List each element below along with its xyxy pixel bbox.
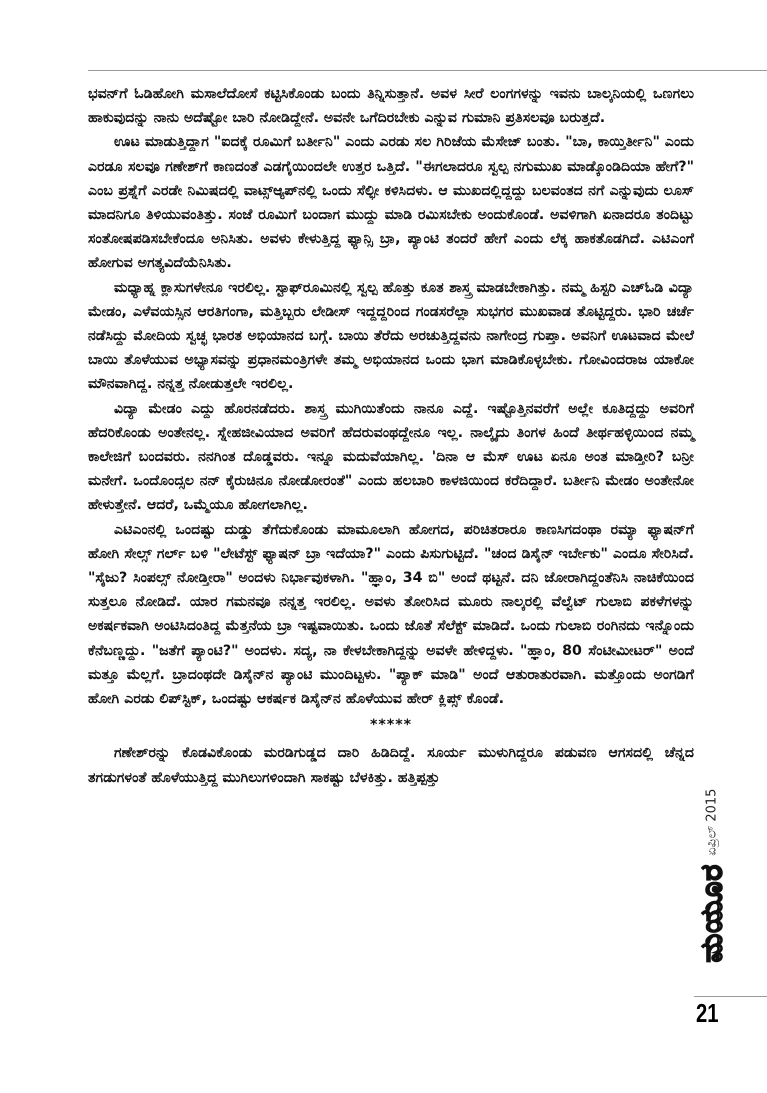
article-paragraph: ಭವನ್‌ಗೆ ಓಡಿಹೋಗಿ ಮಸಾಲೆದೋಸೆ ಕಟ್ಟಿಸಿಕೊಂಡು ಬಂದು ತಿನ್ನಿಸುತ್ತಾನೆ. ಅವಳ ಸೀರೆ ಲಂಗಗಳನ್ನು ಇವನು ಬಾಲ್ಕನಿಯಲ್ಲಿ ಒಣಗಲು ಹಾಕುವುದನ್ನು ನಾನು ಅದೆಷ್ಟೋ ಬಾರಿ ನೋಡಿದ್ದೇನೆ. ಅವನೇ ಒಗೆದಿರಬೇಕು ಎನ್ನುವ ಗುಮಾನಿ ಪ್ರತಿಸಲವೂ ಬರುತ್ತದೆ.	[88, 86, 694, 127]
top-divider	[88, 70, 767, 71]
article-paragraph: ಗಣೇಶ್‌ರನ್ನು ಕೊಡವಿಕೊಂಡು ಮರಡಿಗುಡ್ಡದ ದಾರಿ ಹಿಡಿದಿದ್ದೆ. ಸೂರ್ಯ ಮುಳುಗಿದ್ದರೂ ಪಡುವಣ ಆಗಸದಲ್ಲಿ ಚೆನ್ನದ ತಗಡುಗಳಂತೆ ಹೊಳೆಯುತ್ತಿದ್ದ ಮುಗಿಲುಗಳಿಂದಾಗಿ ಸಾಕಷ್ಟು ಬೆಳಕಿತ್ತು. ಹತ್ತಿಪ್ಪತ್ತು	[88, 745, 694, 786]
footer-divider	[694, 996, 767, 997]
section-separator: *****	[369, 717, 413, 734]
page-number: 21	[696, 998, 719, 1028]
issue-date: ಏಪ್ರಿಲ್ 2015	[704, 788, 720, 856]
magazine-side-label	[692, 790, 732, 960]
article-paragraph: ಮಧ್ಯಾಹ್ನ ಕ್ಲಾಸುಗಳೇನೂ ಇರಲಿಲ್ಲ. ಸ್ಟಾಫ್‌ರೂಮಿನಲ್ಲಿ ಸ್ವಲ್ಪ ಹೊತ್ತು ಕೂತ ಶಾಸ್ತ್ರ ಮಾಡಬೇಕಾಗಿತ್ತು. ನಮ್ಮ ಹಿಸ್ಟರಿ ಎಚ್‌ಓಡಿ ವಿದ್ಯಾ ಮೇಡಂ, ಎಳೆವಯಸ್ಸಿನ ಆರತಿಗಂಗಾ, ಮತ್ತಿಬ್ಬರು ಲೇಡೀಸ್ ಇದ್ದದ್ದರಿಂದ ಗಂಡಸರೆಲ್ಲಾ ಸುಭಗರ ಮುಖವಾಡ ತೊಟ್ಟಿದ್ದರು. ಭಾರಿ ಚರ್ಚೆ ನಡೆಸಿದ್ದು ಮೋದಿಯ ಸ್ವಚ್ಛ ಭಾರತ ಅಭಿಯಾನದ ಬಗ್ಗೆ. ಬಾಯಿ ತೆರೆದು ಅರಚುತ್ತಿದ್ದವನು ನಾಗೇಂದ್ರ ಗುಪ್ತಾ. ಅವನಿಗೆ ಊಟವಾದ ಮೇಲೆ ಬಾಯಿ ತೊಳೆಯುವ ಅಭ್ಯಾಸವನ್ನು ಪ್ರಧಾನಮಂತ್ರಿಗಳೇ ತಮ್ಮ ಅಭಿಯಾನದ ಒಂದು ಭಾಗ ಮಾಡಿಕೊಳ್ಳಬೇಕು. ಗೋವಿಂದರಾಜ ಯಾಕೋ ಮೌನವಾಗಿದ್ದ. ನನ್ನತ್ತ ನೋಡುತ್ತಲೇ ಇರಲಿಲ್ಲ.	[88, 279, 694, 393]
article-paragraph: ಊಟ ಮಾಡುತ್ತಿದ್ದಾಗ "ಐದಕ್ಕೆ ರೂಮಿಗೆ ಬರ್ತೀನಿ" ಎಂದು ಎರಡು ಸಲ ಗಿರಿಜೆಯ ಮೆಸೇಜ್ ಬಂತು. "ಬಾ, ಕಾಯ್ತಿರ್ತೀನಿ" ಎಂದು ಎರಡೂ ಸಲವೂ ಗಣೇಶ್‌ಗೆ ಕಾಣದಂತೆ ಎಡಗೈಯಿಂದಲೇ ಉತ್ತರ ಒತ್ತಿದೆ. "ಈಗಲಾದರೂ ಸ್ವಲ್ಪ ನಗುಮುಖ ಮಾಡ್ಕೊಂಡಿದಿಯಾ ಹೇಗೆ?" ಎಂಬ ಪ್ರಶ್ನೆಗೆ ಎರಡೇ ನಿಮಿಷದಲ್ಲಿ ವಾಟ್ಸ್‌ಆ್ಯಪ್‌ನಲ್ಲಿ ಒಂದು ಸೆಲ್ಫೀ ಕಳಿಸಿದಳು. ಆ ಮುಖದಲ್ಲಿದ್ದದ್ದು ಬಲವಂತದ ನಗೆ ಎನ್ನುವುದು ಲೂಸ್ ಮಾದನಿಗೂ ತಿಳಿಯುವಂತಿತ್ತು. ಸಂಜೆ ರೂಮಿಗೆ ಬಂದಾಗ ಮುದ್ದು ಮಾಡಿ ರಮಿಸಬೇಕು ಅಂದುಕೊಂಡೆ. ಅವಳಿಗಾಗಿ ಏನಾದರೂ ತಂದಿಟ್ಟು ಸಂತೋಷಪಡಿಸಬೇಕೆಂದೂ ಅನಿಸಿತು. ಅವಳು ಕೇಳುತ್ತಿದ್ದ ಫ್ಯಾನ್ಸಿ ಬ್ರಾ, ಪ್ಯಾಂಟಿ ತಂದರೆ ಹೇಗೆ ಎಂದು ಲೆಕ್ಕ ಹಾಕತೊಡಗಿದೆ. ಎಟಿಎಂಗೆ ಹೋಗುವ ಅಗತ್ಯವಿದೆಯೆನಿಸಿತು.	[88, 134, 694, 272]
article-paragraph: ಎಟಿಎಂನಲ್ಲಿ ಒಂದಷ್ಟು ದುಡ್ಡು ತೆಗೆದುಕೊಂಡು ಮಾಮೂಲಾಗಿ ಹೋಗದ, ಪರಿಚಿತರಾರೂ ಕಾಣಸಿಗದಂಥಾ ರಮ್ಯಾ ಫ್ಯಾಷನ್‌ಗೆ ಹೋಗಿ ಸೇಲ್ಸ್ ಗರ್ಲ್ ಬಳಿ "ಲೇಟೆಸ್ಟ್ ಫ್ಯಾಷನ್ ಬ್ರಾ ಇದೆಯಾ?" ಎಂದು ಪಿಸುಗುಟ್ಟಿದೆ. "ಚಂದ ಡಿಸೈನ್ ಇರ್ಬೇಕು" ಎಂದೂ ಸೇರಿಸಿದೆ. "ಸೈಜು? ಸಿಂಪಲ್ಸ್ ನೋಡ್ತೀರಾ" ಅಂದಳು ನಿರ್ಭಾವುಕಳಾಗಿ. "ಹ್ಞಾಂ, 34 ಬಿ" ಅಂದೆ ಥಟ್ಟನೆ. ದನಿ ಜೋರಾಗಿದ್ದಂತೆನಿಸಿ ನಾಚಿಕೆಯಿಂದ ಸುತ್ತಲೂ ನೋಡಿದೆ. ಯಾರ ಗಮನವೂ ನನ್ನತ್ತ ಇರಲಿಲ್ಲ. ಅವಳು ತೋರಿಸಿದ ಮೂರು ನಾಲ್ಕರಲ್ಲಿ ವೆಲ್ವೆಟ್ ಗುಲಾಬಿ ಪಕಳೆಗಳನ್ನು ಅಕರ್ಷಕವಾಗಿ ಅಂಟಿಸಿದಂತಿದ್ದ ಮೆತ್ತನೆಯ ಬ್ರಾ ಇಷ್ಟವಾಯಿತು. ಒಂದು ಜೊತೆ ಸೆಲೆಕ್ಟ್ ಮಾಡಿದೆ. ಒಂದು ಗುಲಾಬಿ ರಂಗಿನದು ಇನ್ನೊಂದು ಕೆನೆಬಣ್ಣದ್ದು. "ಜತೆಗೆ ಪ್ಯಾಂಟಿ?" ಅಂದಳು. ಸದ್ಯ, ನಾ ಕೇಳಬೇಕಾಗಿದ್ದನ್ನು ಅವಳೇ ಹೇಳಿದ್ದಳು. "ಹ್ಞಾಂ, 80 ಸೆಂಟೀಮೀಟರ್" ಅಂದೆ ಮತ್ತೂ ಮೆಲ್ಲಗೆ. ಬ್ರಾದಂಥದೇ ಡಿಸೈನ್‌ನ ಪ್ಯಾಂಟಿ ಮುಂದಿಟ್ಟಳು. "ಪ್ಯಾಕ್ ಮಾಡಿ" ಅಂದೆ ಆತುರಾತುರವಾಗಿ. ಮತ್ತೊಂದು ಅಂಗಡಿಗೆ ಹೋಗಿ ಎರಡು ಲಿಪ್‌ಸ್ಟಿಕ್, ಒಂದಷ್ಟು ಆಕರ್ಷಕ ಡಿಸೈನ್‌ನ ಹೊಳೆಯುವ ಹೇರ್ ಕ್ಲಿಪ್ಸ್ ಕೊಂಡೆ.	[88, 521, 694, 708]
article-paragraph: ವಿದ್ಯಾ ಮೇಡಂ ಎದ್ದು ಹೊರನಡೆದರು. ಶಾಸ್ತ್ರ ಮುಗಿಯಿತೆಂದು ನಾನೂ ಎದ್ದೆ. ಇಷ್ಟೊತ್ತಿನವರೆಗೆ ಅಲ್ಲೇ ಕೂತಿದ್ದದ್ದು ಅವರಿಗೆ ಹೆದರಿಕೊಂಡು ಅಂತೇನಲ್ಲ. ಸ್ನೇಹಜೀವಿಯಾದ ಅವರಿಗೆ ಹೆದರುವಂಥದ್ದೇನೂ ಇಲ್ಲ. ನಾಲ್ಕೈದು ತಿಂಗಳ ಹಿಂದೆ ತೀರ್ಥಹಳ್ಳಿಯಿಂದ ನಮ್ಮ ಕಾಲೇಜಿಗೆ ಬಂದವರು. ನನಗಿಂತ ದೊಡ್ಡವರು. ಇನ್ನೂ ಮದುವೆಯಾಗಿಲ್ಲ. 'ದಿನಾ ಆ ಮೆಸ್ ಊಟ ಏನೂ ಅಂತ ಮಾಡ್ತೀರಿ? ಬನ್ರೀ ಮನೇಗೆ. ಒಂದೊಂದ್ಸಲ ನನ್ ಕೈರುಚಿನೂ ನೋಡೋರಂತೆ" ಎಂದು ಹಲಬಾರಿ ಕಾಳಜಿಯಿಂದ ಕರೆದಿದ್ದಾರೆ. ಬರ್ತೀನಿ ಮೇಡಂ ಅಂತೇನೋ ಹೇಳುತ್ತೇನೆ. ಆದರೆ, ಒಮ್ಮೆಯೂ ಹೋಗಲಾಗಿಲ್ಲ.	[88, 400, 694, 514]
article-body	[88, 82, 694, 790]
magazine-name: ಮಯೂರ	[694, 863, 730, 962]
